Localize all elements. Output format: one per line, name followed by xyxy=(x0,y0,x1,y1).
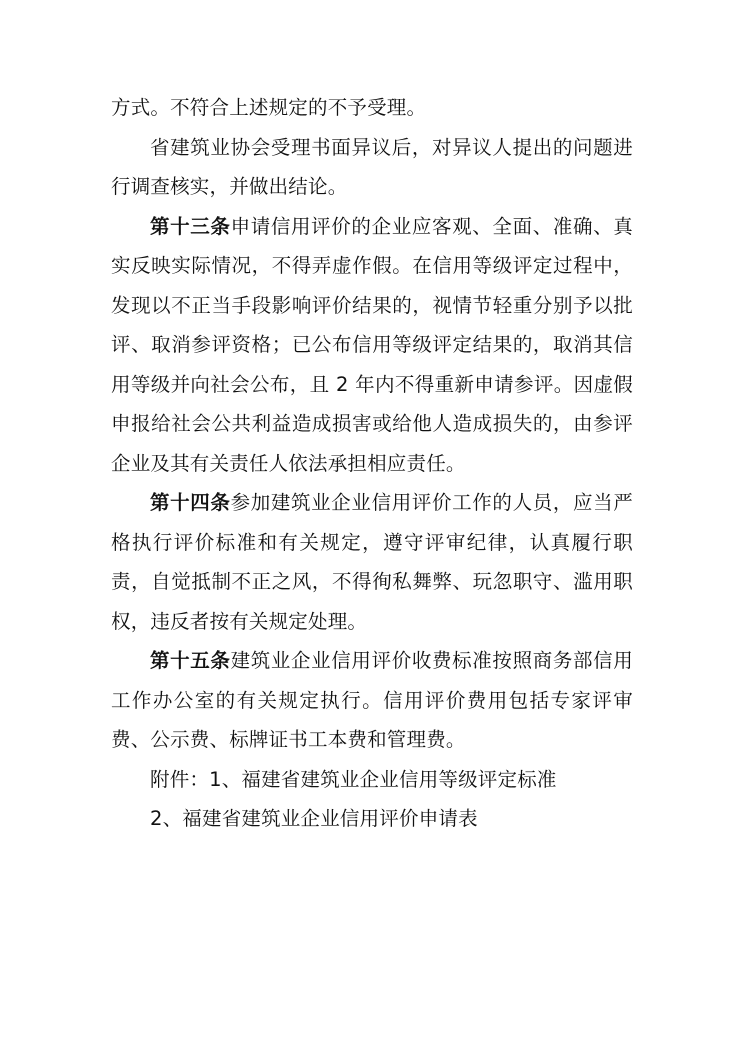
paragraph-continuation xyxy=(111,88,633,128)
attachment-2 xyxy=(111,799,633,839)
article-heading: 第十三条 xyxy=(150,214,231,238)
attachment-text: 附件：1、福建省建筑业企业信用等级评定标准 xyxy=(150,767,557,791)
paragraph-text: 方式。不符合上述规定的不予受理。 xyxy=(111,96,427,119)
article-text: 参加建筑业企业信用评价工作的人员，应当严格执行评价标准和有关规定，遵守评审纪律，认真履行职责，自觉抵制不正之风，不得徇私舞弊、玩忽职守、滥用职权，违反者按有关规定处理。 xyxy=(111,491,633,633)
article-text: 建筑业企业信用评价收费标准按照商务部信用工作办公室的有关规定执行。信用评价费用包括专家评审费、公示费、标牌证书工本费和管理费。 xyxy=(111,649,633,751)
paragraph-objection-review xyxy=(111,128,633,207)
attachment-1 xyxy=(111,760,633,800)
article-14 xyxy=(111,483,633,641)
article-15 xyxy=(111,641,633,760)
article-heading: 第十四条 xyxy=(150,491,231,514)
article-text: 申请信用评价的企业应客观、全面、准确、真实反映实际情况，不得弄虚作假。在信用等级评定过程中，发现以不正当手段影响评价结果的，视情节轻重分别予以批评、取消参评资格；已公布信用等级评定结果的，取消其信用等级并向社会公布，且 2 年内不得重新申请参评。因虚假申报给社会公共利益造成损害或给他人造成损失的，由参评企业及其有关责任人依法承担相应责任。 xyxy=(111,214,633,475)
attachment-text: 2、福建省建筑业企业信用评价申请表 xyxy=(150,807,478,830)
article-heading: 第十五条 xyxy=(150,649,231,672)
document-body xyxy=(111,88,633,839)
paragraph-text: 省建筑业协会受理书面异议后，对异议人提出的问题进行调查核实，并做出结论。 xyxy=(111,135,633,198)
article-13 xyxy=(111,207,633,484)
